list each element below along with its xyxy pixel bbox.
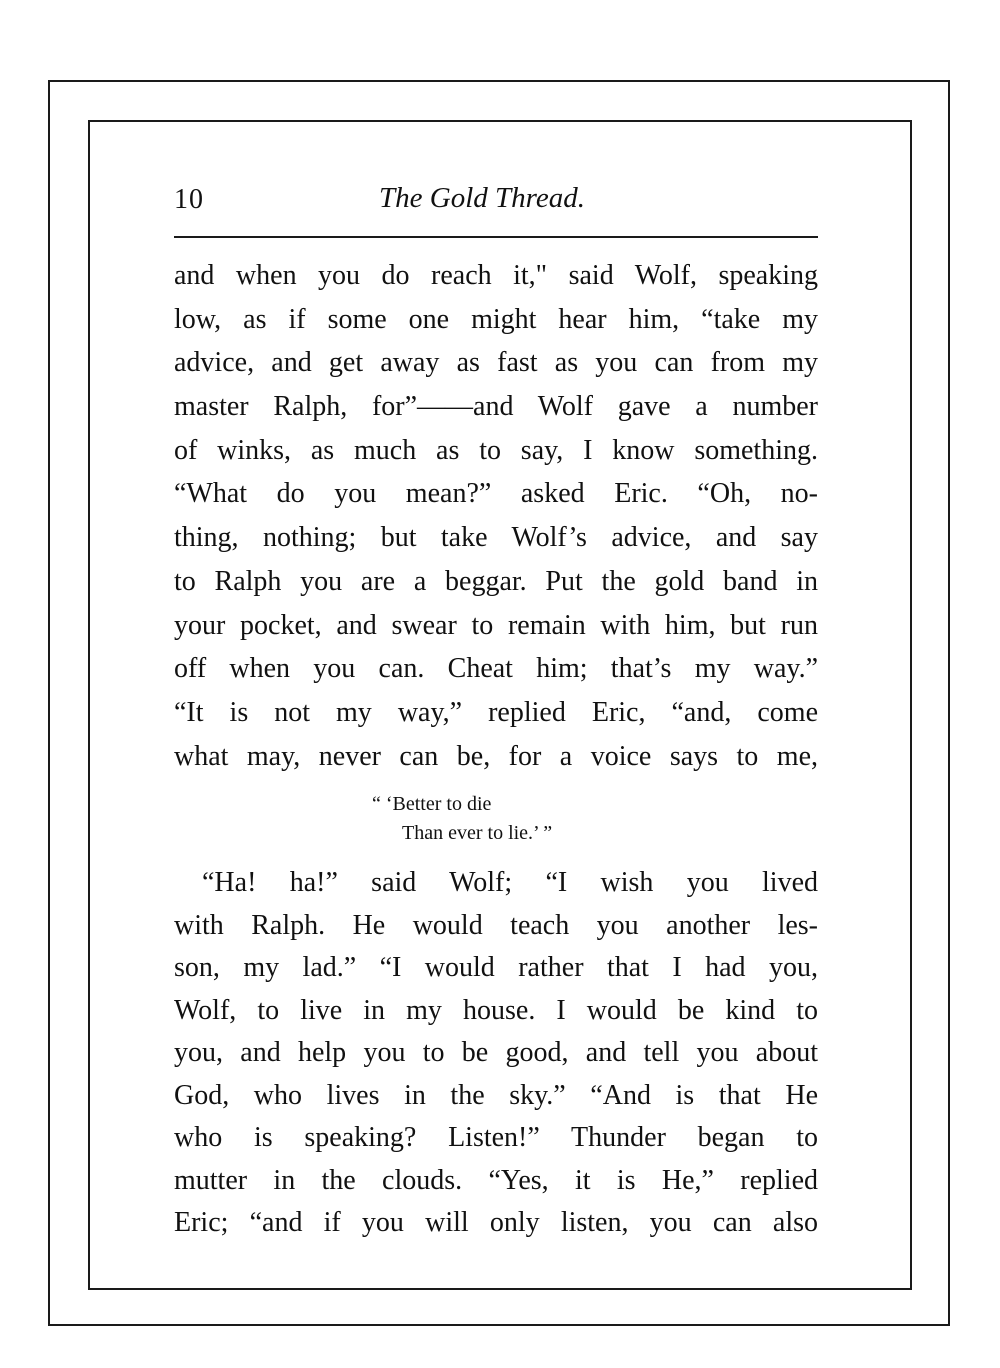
text-line: of winks, as much as to say, I know something. — [174, 434, 818, 466]
text-line: off when you can. Cheat him; that’s my way.” — [174, 653, 818, 685]
text-line: thing, nothing; but take Wolf’s advice, and say — [174, 522, 818, 554]
text-line: “Ha! ha!” said Wolf; “I wish you lived — [202, 867, 818, 898]
text-line: your pocket, and swear to remain with him, but run — [174, 609, 818, 641]
text-line: with Ralph. He would teach you another les- — [174, 909, 818, 941]
text-line: Eric; “and if you will only listen, you can also — [174, 1207, 818, 1238]
paragraph-2 — [174, 862, 818, 1245]
running-title: The Gold Thread. — [379, 182, 585, 214]
text-line: God, who lives in the sky.” “And is that He — [174, 1079, 818, 1111]
page-number: 10 — [174, 184, 204, 215]
text-line: and when you do reach it," said Wolf, speaking — [174, 260, 818, 291]
page-header — [174, 178, 818, 222]
text-line: Wolf, to live in my house. I would be kind to — [174, 994, 818, 1026]
text-line: mutter in the clouds. “Yes, it is He,” replied — [174, 1164, 818, 1196]
text-line: what may, never can be, for a voice says to me, — [174, 740, 818, 772]
text-line: son, my lad.” “I would rather that I had you, — [174, 952, 818, 983]
verse-line: Than ever to lie.’ ” — [402, 822, 553, 844]
text-line: low, as if some one might hear him, “take my — [174, 303, 818, 335]
text-line: master Ralph, for”——and Wolf gave a number — [174, 391, 818, 423]
text-line: to Ralph you are a beggar. Put the gold band in — [174, 565, 818, 597]
text-line: advice, and get away as fast as you can from my — [174, 347, 818, 379]
text-line: “What do you mean?” asked Eric. “Oh, no- — [174, 478, 818, 510]
text-line: who is speaking? Listen!” Thunder began to — [174, 1122, 818, 1153]
text-line: “It is not my way,” replied Eric, “and, come — [174, 696, 818, 728]
paragraph-1 — [174, 254, 818, 778]
verse-quote — [372, 790, 552, 848]
verse-line: “ ‘Better to die — [372, 793, 492, 815]
text-line: you, and help you to be good, and tell you about — [174, 1037, 818, 1068]
header-rule — [174, 236, 818, 238]
